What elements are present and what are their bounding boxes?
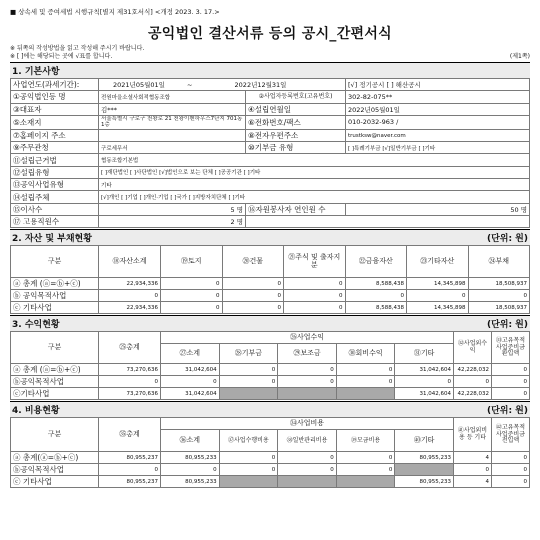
revenue-rows xyxy=(11,364,530,400)
form-reference: ■ 상속세 및 증여세법 시행규칙[별지 제31호서식] <개정 2023. 3. 17.> xyxy=(10,8,220,16)
value-cell: 0 xyxy=(222,302,284,314)
value-cell: 73,270,636 xyxy=(99,364,161,376)
year-label: 사업연도(과세기간): xyxy=(11,79,99,91)
founder-label: ⑭설립주체 xyxy=(11,191,99,203)
value-cell: 0 xyxy=(99,290,161,302)
expense-rows xyxy=(11,452,530,488)
row-label: ⓒ 기타사업 xyxy=(11,476,99,488)
email-label: ⑧전자우편주소 xyxy=(246,129,346,141)
value-cell: 22,934,336 xyxy=(99,278,161,290)
value-cell: 31,042,604 xyxy=(395,388,454,400)
table-row xyxy=(11,103,530,115)
law-value: 협동조합기본법 xyxy=(99,154,530,166)
value-cell: 0 xyxy=(278,364,337,376)
table-row xyxy=(11,154,530,166)
value-cell: 0 xyxy=(219,452,278,464)
value-cell: 31,042,604 xyxy=(161,388,220,400)
basic-info-table xyxy=(10,78,530,228)
row-label: ⓑ 공익목적사업 xyxy=(11,290,99,302)
value-cell: 0 xyxy=(336,376,395,388)
value-cell: 0 xyxy=(161,376,220,388)
unit-label: (단위: 원) xyxy=(486,320,528,331)
value-cell: 0 xyxy=(219,364,278,376)
form-label: ⑫설립유형 xyxy=(11,166,99,178)
col-header: ㉗소계 xyxy=(161,344,220,364)
value-cell xyxy=(278,476,337,488)
table-row xyxy=(11,452,530,464)
col-header: ㉔부채 xyxy=(468,246,530,278)
form-value: [ ]재단법인 [ ]사단법인 [√]법인으로 보는 단체 [ ]공공기관 [ ]기타 xyxy=(99,166,530,178)
value-cell: 0 xyxy=(492,388,530,400)
donation-type-value: [ ]특례기부금 [√]일반기부금 [ ]기타 xyxy=(346,142,530,154)
volunteer-value: 50 명 xyxy=(346,203,530,215)
value-cell: 80,955,233 xyxy=(161,476,220,488)
value-cell xyxy=(395,464,454,476)
value-cell: 0 xyxy=(278,376,337,388)
email-value: trustksw@naver.com xyxy=(346,129,530,141)
value-cell xyxy=(336,388,395,400)
value-cell: 0 xyxy=(219,376,278,388)
value-cell: 8,588,438 xyxy=(345,302,407,314)
value-cell: 0 xyxy=(222,290,284,302)
table-row xyxy=(11,91,530,103)
phone-value: 010-2032-963 / xyxy=(346,115,530,129)
col-header: ㉒금융자산 xyxy=(345,246,407,278)
value-cell: 80,955,233 xyxy=(395,476,454,488)
value-cell: 0 xyxy=(284,302,346,314)
disclosure-type: [√] 정기공시 [ ] 해산공시 xyxy=(346,79,530,91)
col-header: ㊱소계 xyxy=(161,430,220,452)
col-header: ⑲토지 xyxy=(161,246,223,278)
col-header: ㉛기타 xyxy=(395,344,454,364)
tax-office-value: 구로세무서 xyxy=(99,142,246,154)
bizno-value: 302-82-075** xyxy=(346,91,530,103)
section-assets-title: 2. 자산 및 부채현황 xyxy=(12,234,92,245)
table-header-row xyxy=(11,418,530,430)
table-row xyxy=(11,464,530,476)
value-cell: 0 xyxy=(99,464,161,476)
directors-label: ⑮이사수 xyxy=(11,203,99,215)
instruction-2: ※ [ ]에는 해당되는 곳에 √표를 합니다. xyxy=(10,53,113,60)
col-header: 구분 xyxy=(11,418,99,452)
value-cell: 0 xyxy=(278,464,337,476)
empty-cell xyxy=(246,215,530,227)
document-page xyxy=(10,0,530,488)
value-cell: 0 xyxy=(161,302,223,314)
section-revenue-title: 3. 수익현황 xyxy=(12,320,60,331)
value-cell: 0 xyxy=(454,376,492,388)
value-cell: 0 xyxy=(492,476,530,488)
col-header: ㊲사업수행비용 xyxy=(219,430,278,452)
homepage-label: ⑦홈페이지 주소 xyxy=(11,129,99,141)
row-label: ⓑ공익목적사업 xyxy=(11,464,99,476)
expense-table xyxy=(10,417,530,488)
col-header: ㊷고유목적사업준비금전입액 xyxy=(492,418,530,452)
col-header: ㉝고유목적사업준비금환입액 xyxy=(492,332,530,364)
col-group-header: ㉞사업비용 xyxy=(161,418,454,430)
table-header-row xyxy=(11,332,530,344)
law-label: ⑪설립근거법 xyxy=(11,154,99,166)
address-label: ⑤소재지 xyxy=(11,115,99,129)
col-header: ㉑주식 및 출자지분 xyxy=(284,246,346,278)
value-cell: 14,345,898 xyxy=(407,302,469,314)
unit-label: (단위: 원) xyxy=(486,234,528,245)
value-cell: 4 xyxy=(454,476,492,488)
section-basic xyxy=(10,62,530,78)
value-cell: 0 xyxy=(345,290,407,302)
table-row xyxy=(11,376,530,388)
col-header: ㉓기타자산 xyxy=(407,246,469,278)
value-cell: 0 xyxy=(492,464,530,476)
value-cell: 31,042,604 xyxy=(395,364,454,376)
col-header: ㉟총계 xyxy=(99,418,161,452)
table-row xyxy=(11,302,530,314)
col-header: ㉙보조금 xyxy=(278,344,337,364)
value-cell: 80,955,233 xyxy=(395,452,454,464)
address-value: 서울특별시 구로구 천왕로 21 천왕이펜하우스7단지 701동 1층 xyxy=(99,115,246,129)
value-cell: 0 xyxy=(395,376,454,388)
value-cell: 0 xyxy=(407,290,469,302)
value-cell xyxy=(336,476,395,488)
assets-table xyxy=(10,245,530,314)
bizno-label: ②사업자등록번호(고유번호) xyxy=(246,91,346,103)
homepage-value xyxy=(99,129,246,141)
value-cell: 0 xyxy=(161,278,223,290)
table-row xyxy=(11,129,530,141)
value-cell: 14,345,898 xyxy=(407,278,469,290)
row-label: ⓐ 총계 (ⓐ=ⓑ+ⓒ) xyxy=(11,278,99,290)
year-range: 2021년05월01일 ~ 2022년12월31일 xyxy=(99,79,346,91)
col-header: ㊴모금비용 xyxy=(336,430,395,452)
value-cell: 0 xyxy=(468,290,530,302)
table-header-row xyxy=(11,246,530,278)
biztype-label: ⑬공익사업유형 xyxy=(11,179,99,191)
table-row xyxy=(11,278,530,290)
assets-rows xyxy=(11,278,530,314)
value-cell: 0 xyxy=(99,376,161,388)
donation-type-label: ⑩기부금 유형 xyxy=(246,142,346,154)
col-header: ㊶사업외비용 등 기타 xyxy=(454,418,492,452)
table-row xyxy=(11,79,530,91)
value-cell: 73,270,636 xyxy=(99,388,161,400)
ceo-value: 김*** xyxy=(99,103,246,115)
value-cell: 80,955,237 xyxy=(99,476,161,488)
value-cell: 8,588,438 xyxy=(345,278,407,290)
founded-value: 2022년05월01일 xyxy=(346,103,530,115)
table-row xyxy=(11,215,530,227)
phone-label: ⑥전화번호/팩스 xyxy=(246,115,346,129)
employees-label: ⑰ 고용직원수 xyxy=(11,215,99,227)
section-expense xyxy=(10,401,530,417)
value-cell: 0 xyxy=(161,290,223,302)
value-cell: 0 xyxy=(284,278,346,290)
col-group-header: ㉖사업수익 xyxy=(161,332,454,344)
value-cell: 31,042,604 xyxy=(161,364,220,376)
founded-label: ④설립연월일 xyxy=(246,103,346,115)
row-label: ⓒ 기타사업 xyxy=(11,302,99,314)
value-cell: 0 xyxy=(492,364,530,376)
table-row xyxy=(11,203,530,215)
value-cell: 0 xyxy=(222,278,284,290)
value-cell: 42,228,032 xyxy=(454,364,492,376)
ceo-label: ③대표자 xyxy=(11,103,99,115)
table-row xyxy=(11,142,530,154)
value-cell: 18,508,937 xyxy=(468,302,530,314)
name-value: 전원마을소셜사회적협동조합 xyxy=(99,91,246,103)
row-label: ⓑ공익목적사업 xyxy=(11,376,99,388)
col-header: ㉕총계 xyxy=(99,332,161,364)
unit-label: (단위: 원) xyxy=(486,406,528,417)
value-cell: 0 xyxy=(336,452,395,464)
table-row xyxy=(11,166,530,178)
value-cell: 0 xyxy=(336,464,395,476)
value-cell: 18,508,937 xyxy=(468,278,530,290)
value-cell xyxy=(278,388,337,400)
col-header: 구분 xyxy=(11,246,99,278)
table-row xyxy=(11,388,530,400)
value-cell: 0 xyxy=(492,452,530,464)
table-row xyxy=(11,179,530,191)
tax-office-label: ⑨주무관청 xyxy=(11,142,99,154)
value-cell: 0 xyxy=(278,452,337,464)
value-cell: 80,955,237 xyxy=(99,452,161,464)
table-row xyxy=(11,191,530,203)
col-header: ㊵기타 xyxy=(395,430,454,452)
value-cell: 4 xyxy=(454,452,492,464)
col-header: ㉘기부금 xyxy=(219,344,278,364)
founder-value: [√]개인 [ ]기업 [ ]개인·기업 [ ]국가 [ ]지방자치단체 [ ]기타 xyxy=(99,191,530,203)
volunteer-label: ⑯자원봉사자 연인원 수 xyxy=(246,203,346,215)
instructions xyxy=(10,45,530,61)
value-cell: 22,934,336 xyxy=(99,302,161,314)
section-revenue xyxy=(10,315,530,331)
value-cell xyxy=(219,476,278,488)
value-cell: 0 xyxy=(284,290,346,302)
name-label: ①공익법인등 명 xyxy=(11,91,99,103)
page-label: (제1쪽) xyxy=(509,53,530,60)
biztype-value: 기타 xyxy=(99,179,530,191)
table-row xyxy=(11,115,530,129)
value-cell: 42,228,032 xyxy=(454,388,492,400)
value-cell: 0 xyxy=(336,364,395,376)
value-cell: 80,955,233 xyxy=(161,452,220,464)
col-header: ⑳건물 xyxy=(222,246,284,278)
employees-value: 2 명 xyxy=(99,215,246,227)
table-row xyxy=(11,290,530,302)
col-header: ㉜사업외수익 xyxy=(454,332,492,364)
col-header: ㊳일반관리비용 xyxy=(278,430,337,452)
table-row xyxy=(11,476,530,488)
col-header: ㉚회비수익 xyxy=(336,344,395,364)
value-cell: 0 xyxy=(492,376,530,388)
row-label: ⓐ 총계(ⓐ=ⓑ+ⓒ) xyxy=(11,452,99,464)
row-label: ⓒ기타사업 xyxy=(11,388,99,400)
revenue-table xyxy=(10,331,530,400)
document-title: 공익법인 결산서류 등의 공시_간편서식 xyxy=(147,26,392,42)
col-header: ⑱자산소계 xyxy=(99,246,161,278)
value-cell: 0 xyxy=(219,464,278,476)
col-header: 구분 xyxy=(11,332,99,364)
section-basic-title: 1. 기본사항 xyxy=(12,67,60,77)
row-label: ⓐ 총계 (ⓐ=ⓑ+ⓒ) xyxy=(11,364,99,376)
table-row xyxy=(11,364,530,376)
instruction-1: ※ 뒤쪽의 작성방법을 읽고 작성해 주시기 바랍니다. xyxy=(10,45,145,52)
value-cell xyxy=(219,388,278,400)
section-assets xyxy=(10,229,530,245)
section-expense-title: 4. 비용현황 xyxy=(12,406,60,417)
value-cell: 0 xyxy=(161,464,220,476)
directors-value: 5 명 xyxy=(99,203,246,215)
value-cell: 0 xyxy=(454,464,492,476)
